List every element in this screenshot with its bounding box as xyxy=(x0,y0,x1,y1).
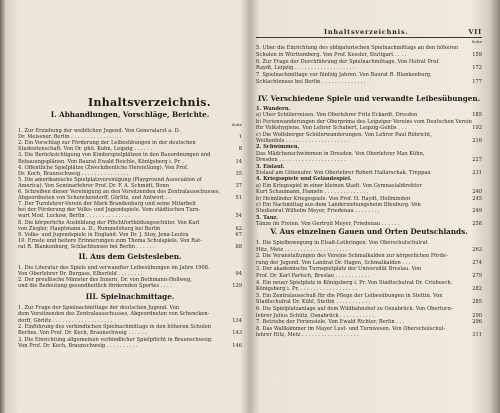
toc-entry-page: 216 xyxy=(472,138,482,144)
toc-entry-text: 1. Die Literatur des Spiels und verwandter Leibesübungen im Jahre 1908. xyxy=(18,265,210,271)
toc-entry-page: 94 xyxy=(235,271,242,278)
toc-entry-text: 7. Der Turnlehrer-Verein der Mark Brandenburg und seine Mitarbeit xyxy=(18,201,196,208)
toc-entry xyxy=(18,189,242,195)
toc-entry-text: Dr. Koch, Braunschweig . . . . . . . . . . . . . . . xyxy=(18,170,129,177)
toc-entry-page: 159 xyxy=(472,51,482,58)
toc-entry xyxy=(256,151,482,157)
section-heading-3: III. Spielnachmittage. xyxy=(85,292,175,301)
toc-entry xyxy=(18,283,242,289)
page-number: VII xyxy=(468,28,482,36)
toc-entry-text: 6. Schreiben dieser Vereinigung an den Vorsitzenden des Zentralausschusses, xyxy=(18,189,221,195)
toc-entry-text: Eislauf am Gütenufer. Von Oberlehrer Robert Hallarschak, Treppau xyxy=(256,170,431,176)
toc-entry-text: 3. Die Einrichtung allgemeinen verbindlicher Spielpflicht in Braunschweig. xyxy=(18,336,213,343)
toc-entry xyxy=(18,305,242,311)
toc-entry-text: 4. Öffentliche Spielplätze (Zweckdienliche Herstellung). Von Prof. xyxy=(18,164,189,171)
toc-entry-text: 2. Schwimmen. xyxy=(256,144,300,151)
toc-entry-text: 8. Das Wallkämmer im Mayer Lust- und Turnwesen. Von Oberschulschul- xyxy=(256,325,446,332)
toc-entry xyxy=(256,79,482,85)
toc-entry-page: 35 xyxy=(235,170,242,177)
toc-entry-text: Raydt, Leipzig . . . . . . . . . . . . . . . . . . . xyxy=(256,65,355,72)
toc-entry-text: von Ziegler, Hauptmann a. D., Rummelsburg bei Berlin xyxy=(18,225,161,232)
toc-entry-text: Dr. Meissner, Berlin . . . . . . . . . . . . . . . . xyxy=(18,134,122,141)
toc-entry xyxy=(18,330,242,336)
toc-entry-text: 5. Tanz. xyxy=(256,214,279,221)
toc-entry xyxy=(256,183,482,189)
toc-entry-page: 88 xyxy=(235,243,242,250)
toc-entry-text: Studienrat Wilhelm Meyer, Friedenau . . . . . . . . xyxy=(256,208,380,215)
left-page xyxy=(18,0,242,413)
toc-entry-text: 4. Kriegsspiele und Geländespiel. xyxy=(256,176,352,183)
toc-entry xyxy=(256,170,482,176)
toc-entry-page: 146 xyxy=(232,342,242,349)
toc-entry xyxy=(256,189,482,195)
toc-entry-text: für Volkshygiene. Von Lehrer Schubert, Leipzig-Gohlis . . . xyxy=(256,125,407,132)
toc-entry-text: 2. Einführung des verbindlichen Spielnachmittags in den höheren Schulen xyxy=(18,323,212,330)
toc-entry-page: 240 xyxy=(472,189,482,196)
toc-entry xyxy=(18,128,242,134)
toc-entry-page: 129 xyxy=(232,283,242,290)
toc-entry-text: 5. Über die Einrichtung des obligatorischen Spielnachmittags an den höheren xyxy=(256,45,459,51)
toc-entry xyxy=(256,59,482,65)
toc-entry xyxy=(256,202,482,208)
toc-entry xyxy=(18,213,242,219)
toc-entry xyxy=(256,293,482,299)
toc-entry-text: 2. Ein Vorschlag zur Förderung der Leibesübungen in der deutschen xyxy=(18,140,196,147)
toc-entry xyxy=(18,318,242,324)
seite-label: Seite xyxy=(471,39,482,44)
toc-entry xyxy=(18,238,242,244)
toc-entry-text: Hitz, Metz . . . . . . . . . . . . . . . . . . . . xyxy=(256,246,348,253)
toc-entry-text: 1. Zur Frage der Spielnachmittage der deutschen Jugend. Von xyxy=(18,305,180,311)
toc-entry-page: 1 xyxy=(238,134,242,141)
toc-entry xyxy=(18,177,242,183)
toc-entry xyxy=(256,306,482,312)
toc-entry-text: a) Ein Kriegsspiel in einer kleinen Stadt. Von Gymnasialdirektor xyxy=(256,182,422,189)
toc-entry xyxy=(18,140,242,146)
toc-entry xyxy=(256,286,482,292)
toc-entry-page: 185 xyxy=(472,112,482,119)
toc-entry xyxy=(256,260,482,266)
toc-entry xyxy=(18,183,242,189)
toc-entry xyxy=(256,208,482,214)
toc-entry-text: 1. Die Spielbewegung in Elsaß-Lothringen. Von Oberschulschulrat xyxy=(256,240,428,246)
toc-entry-text: 8. Die körperliche Ausbildung der Pflichtfortbildungsschüler. Von Karl xyxy=(18,219,200,226)
toc-entry-text: lehrer Hitz, Metz . . . . . . . . . . . . . . . . . . xyxy=(256,332,359,339)
toc-entry-text: Stadtschulrat Dr. Kühl, Stettin . . . . . . . . . . . xyxy=(256,299,371,306)
toc-entry-text: bei der Förderung der Volks- und Jugendspiele. Vom städtischen Turn- xyxy=(18,207,201,214)
toc-entry xyxy=(256,319,482,325)
toc-entry xyxy=(256,326,482,332)
toc-entry-text: 9. Volks- und Jugendspiele in England. Von Dr. J. Stoy, Jena-Leutra xyxy=(18,231,189,238)
toc-entry xyxy=(256,196,482,202)
toc-entry-text: Schlachtensee bei Berlin . . . . . . . . . . . . . . xyxy=(256,79,366,85)
toc-entry-page: 62 xyxy=(235,225,242,232)
toc-entry xyxy=(18,171,242,177)
toc-entry-page: 290 xyxy=(472,312,482,319)
toc-entry-text: 3. Eislauf. xyxy=(256,163,285,170)
toc-entry-page: 274 xyxy=(472,259,482,266)
toc-entry xyxy=(256,132,482,138)
toc-entry xyxy=(18,244,242,250)
toc-entry xyxy=(18,311,242,317)
toc-entry-page: 143 xyxy=(232,330,242,337)
toc-entry-text: 1. Wandern. xyxy=(256,106,291,112)
toc-entry-text: Weißenfels . . . . . . . . . . . . . . . . . . . . xyxy=(256,138,350,144)
section-heading-5: V. Aus einzelnen Gauen und Orten Deutschlands. xyxy=(270,227,468,236)
toc-entry xyxy=(18,146,242,152)
toc-entry-text: 6. Zur Frage der Durchführung der Spielnachmittage. Von Hofrat Prof. xyxy=(256,58,440,65)
toc-entry xyxy=(18,324,242,330)
toc-entry xyxy=(18,277,242,283)
toc-entry-text: Tänze im Freien. Von Gertrud Meyer, Friedenau . . . . . . xyxy=(256,221,400,228)
toc-entry-text: dorff, Görlitz . . . . . . . . . . . . . . . . . . . xyxy=(18,317,113,324)
toc-entry-text: 3. Die Berücksichtigung von Kinderspielplätzen in den Bauordnungen und xyxy=(18,152,211,159)
toc-entry-text: Kurt Schaumann, Hameln . . . . . . . . . . . . . . xyxy=(256,189,369,196)
section-heading-1: I. Abhandlungen, Vorschläge, Berichte. xyxy=(50,110,210,119)
toc-entry-text: Studentenschaft. Von Dr. phil. Kuhn, Leipzig . . . . . . xyxy=(18,146,153,153)
toc-entry-page: 311 xyxy=(472,332,482,339)
toc-entry-page: 279 xyxy=(472,273,482,279)
toc-entry-page: 192 xyxy=(472,125,482,132)
toc-entry-text: Prof. Dr. Karl Partsch, Breslau . . . . . . . . . . . xyxy=(256,273,370,279)
toc-entry-text: lehrer Julius Schütz, Osnabrück . . . . . . . . . . . xyxy=(256,312,375,319)
toc-entry xyxy=(18,201,242,207)
toc-entry xyxy=(256,144,482,150)
toc-entry-page: 296 xyxy=(472,319,482,326)
toc-entry-text: rung der Jugend. Von Landrat Dr. Hagen, Schmalkalden . . . xyxy=(256,259,411,266)
toc-entry-text: Schulen in Württemberg. Von Prof. Kessler, Stuttgart . . . . xyxy=(256,51,407,58)
toc-entry xyxy=(18,343,242,349)
toc-entry xyxy=(256,72,482,78)
toc-entry xyxy=(18,271,242,277)
toc-entry-text: Das Mädchenschwimmen in Dresden. Von Oberlehrer Max Kühn, xyxy=(256,150,425,157)
toc-entry xyxy=(256,112,482,118)
toc-entry-text: c) Die Wolfsberger Schülerwanderungen. Von Lehrer Paul Röhricht, xyxy=(256,131,432,138)
toc-entry xyxy=(256,273,482,279)
toc-entry-text: 6. Die Spielplatzanlage auf dem Wildbahnshof zu Osnabrück. Von Oberturn- xyxy=(256,306,453,312)
toc-entry xyxy=(18,220,242,226)
toc-entry xyxy=(256,138,482,144)
toc-entry xyxy=(256,157,482,163)
toc-entry-page: 14 xyxy=(235,158,242,165)
toc-entry-text: 2. Der preußische Minister des Innern, Dr. von Bethmann-Hollweg, xyxy=(18,277,192,284)
toc-entry-text: 4. Ein neuer Spielplatz in Königsberg i. Pr. Von Stadtschulrat Dr. Crisbusch, xyxy=(256,279,453,286)
toc-entry xyxy=(18,159,242,165)
toc-entry xyxy=(256,119,482,125)
toc-entry-page: 67 xyxy=(235,231,242,238)
toc-entry xyxy=(256,253,482,259)
toc-entry-page: 282 xyxy=(472,286,482,293)
toc-entry-text: 5. Ein Zentralausschuß für die Pflege der Leibesübungen in Stettin. Von xyxy=(256,292,443,299)
toc-entry xyxy=(256,247,482,253)
toc-entry-page: 8 xyxy=(238,146,242,153)
toc-entry xyxy=(18,134,242,140)
toc-entry-text: rat R. Blankenburg, Schlachtensee bei Berlin . . . . . . xyxy=(18,243,155,250)
toc-entry xyxy=(256,313,482,319)
toc-entry-text: 7. Betriebe der Feriensiele. Von Ewald Richter, Berlin . . . xyxy=(256,319,405,326)
toc-entry xyxy=(256,215,482,221)
toc-entry-page: 245 xyxy=(472,195,482,202)
toc-entry-text: dem Vorsitzenden des Zentralausschusses, Abgeordneten von Schencken- xyxy=(18,311,210,318)
page-title: Inhaltsverzeichnis. xyxy=(88,96,211,109)
toc-entry-text: Dresden . . . . . . . . . . . . . . . . . . . . . xyxy=(256,157,346,164)
seite-label: Seite xyxy=(231,122,242,127)
toc-entry-text: a) Über Schülerreisen. Von Oberlehrer Fritz Eckardt, Dresden xyxy=(256,112,418,119)
header-rule xyxy=(256,37,482,38)
right-page xyxy=(256,0,482,413)
toc-entry xyxy=(256,52,482,58)
toc-entry xyxy=(256,45,482,51)
toc-entry-text: Von Prof. Dr. Koch, Braunschweig . . . . . . . . . . xyxy=(18,342,138,349)
toc-entry-text: Königsberg i. Pr. . . . . . . . . . . . . . . . . . . xyxy=(256,286,358,293)
toc-entry xyxy=(256,266,482,272)
toc-entry-page: 285 xyxy=(472,299,482,306)
toc-entry-page: 37 xyxy=(235,182,242,189)
toc-entry xyxy=(18,337,242,343)
toc-entry-page: 134 xyxy=(232,317,242,324)
toc-entry xyxy=(256,332,482,338)
toc-entry xyxy=(18,226,242,232)
toc-entry xyxy=(256,106,482,112)
toc-entry-text: 5. Die amerikanische Spielplatzvereinigung (Playground Association of xyxy=(18,176,202,183)
toc-entry xyxy=(256,164,482,170)
toc-entry-text: 3. Der akademische Turnspielplatz der Universität Breslau. Von xyxy=(256,266,422,273)
toc-entry-page: 54 xyxy=(235,213,242,220)
toc-entry xyxy=(18,232,242,238)
toc-entry-text: Bebauungsplänen. Von Baurat Ewald Reichle, Königsberg i. Pr. . xyxy=(18,158,185,165)
toc-entry xyxy=(256,280,482,286)
toc-entry-text: Von Oberlehrer Dr. Burgass, Elberfeld . . . . . . . . xyxy=(18,271,143,278)
toc-entry-page: 249 xyxy=(472,208,482,215)
toc-entry xyxy=(18,152,242,158)
toc-entry-text: Berlins. Von Prof. Dr. Koch, Braunschweig . . . . . . xyxy=(18,330,147,337)
toc-entry-text: America). Von Seminarlehrer Prof. Dr. F. A. Schmidt, Bonn xyxy=(18,182,169,189)
toc-entry-page: 263 xyxy=(472,246,482,253)
toc-entry xyxy=(256,299,482,305)
section-heading-4: IV. Verschiedene Spiele und verwandte Leibesübungen. xyxy=(257,94,481,103)
toc-entry-text: 1. Zur Erziehung der weiblichen Jugend. Von Generalarzt a. D. xyxy=(18,128,181,134)
running-header: Inhaltsverzeichnis. xyxy=(324,28,409,36)
toc-entry-text: wart Mod. Luckow, Berlin . . . . . . . . . . . . . . xyxy=(18,213,131,220)
toc-entry xyxy=(18,165,242,171)
toc-entry-text: c) Ein Nachmittag aus dem Landerziehungsheim Ilfenburg. Von xyxy=(256,202,421,208)
toc-entry-text: 7. Spielnachmittage vor fünfzig Jahren. Von Baurat R. Blankenburg, xyxy=(256,72,432,79)
toc-entry-text: b) Heimlinder Kriegsspiele. Von Prof. H. Raydt, Hollminden xyxy=(256,195,411,202)
toc-entry xyxy=(18,195,242,201)
toc-entry-page: 231 xyxy=(472,170,482,176)
toc-entry xyxy=(256,176,482,182)
toc-entry-text: Abgeordneten von Schenckendorff, Görlitz, und Antwort . . xyxy=(18,195,171,202)
toc-entry-page: 51 xyxy=(235,195,242,202)
toc-entry-page: 227 xyxy=(472,157,482,164)
toc-entry-text: 2. Die Veranstaltungen des Vereins Schmalkalden zur körperlichen Förde- xyxy=(256,253,448,260)
toc-entry-page: 258 xyxy=(472,221,482,228)
toc-entry xyxy=(256,240,482,246)
section-heading-2: II. Aus dem Geistesleben. xyxy=(78,252,182,261)
toc-entry xyxy=(18,207,242,213)
toc-entry-page: 177 xyxy=(472,79,482,85)
toc-entry-page: 172 xyxy=(472,65,482,72)
toc-entry xyxy=(256,65,482,71)
toc-entry xyxy=(256,125,482,131)
toc-entry xyxy=(18,265,242,271)
toc-entry-text: b) Ferienwanderungen der Oberprima des Leipziger Vereins vom Deutschen Verein xyxy=(256,118,472,125)
toc-entry-text: 10. Ernste und heitere Erinnerungen zum Thema Schulspiele. Von Rat- xyxy=(18,237,202,244)
toc-entry-text: und die Bedeutung gesundheitlich fördernden Sportes . . . . xyxy=(18,283,172,290)
